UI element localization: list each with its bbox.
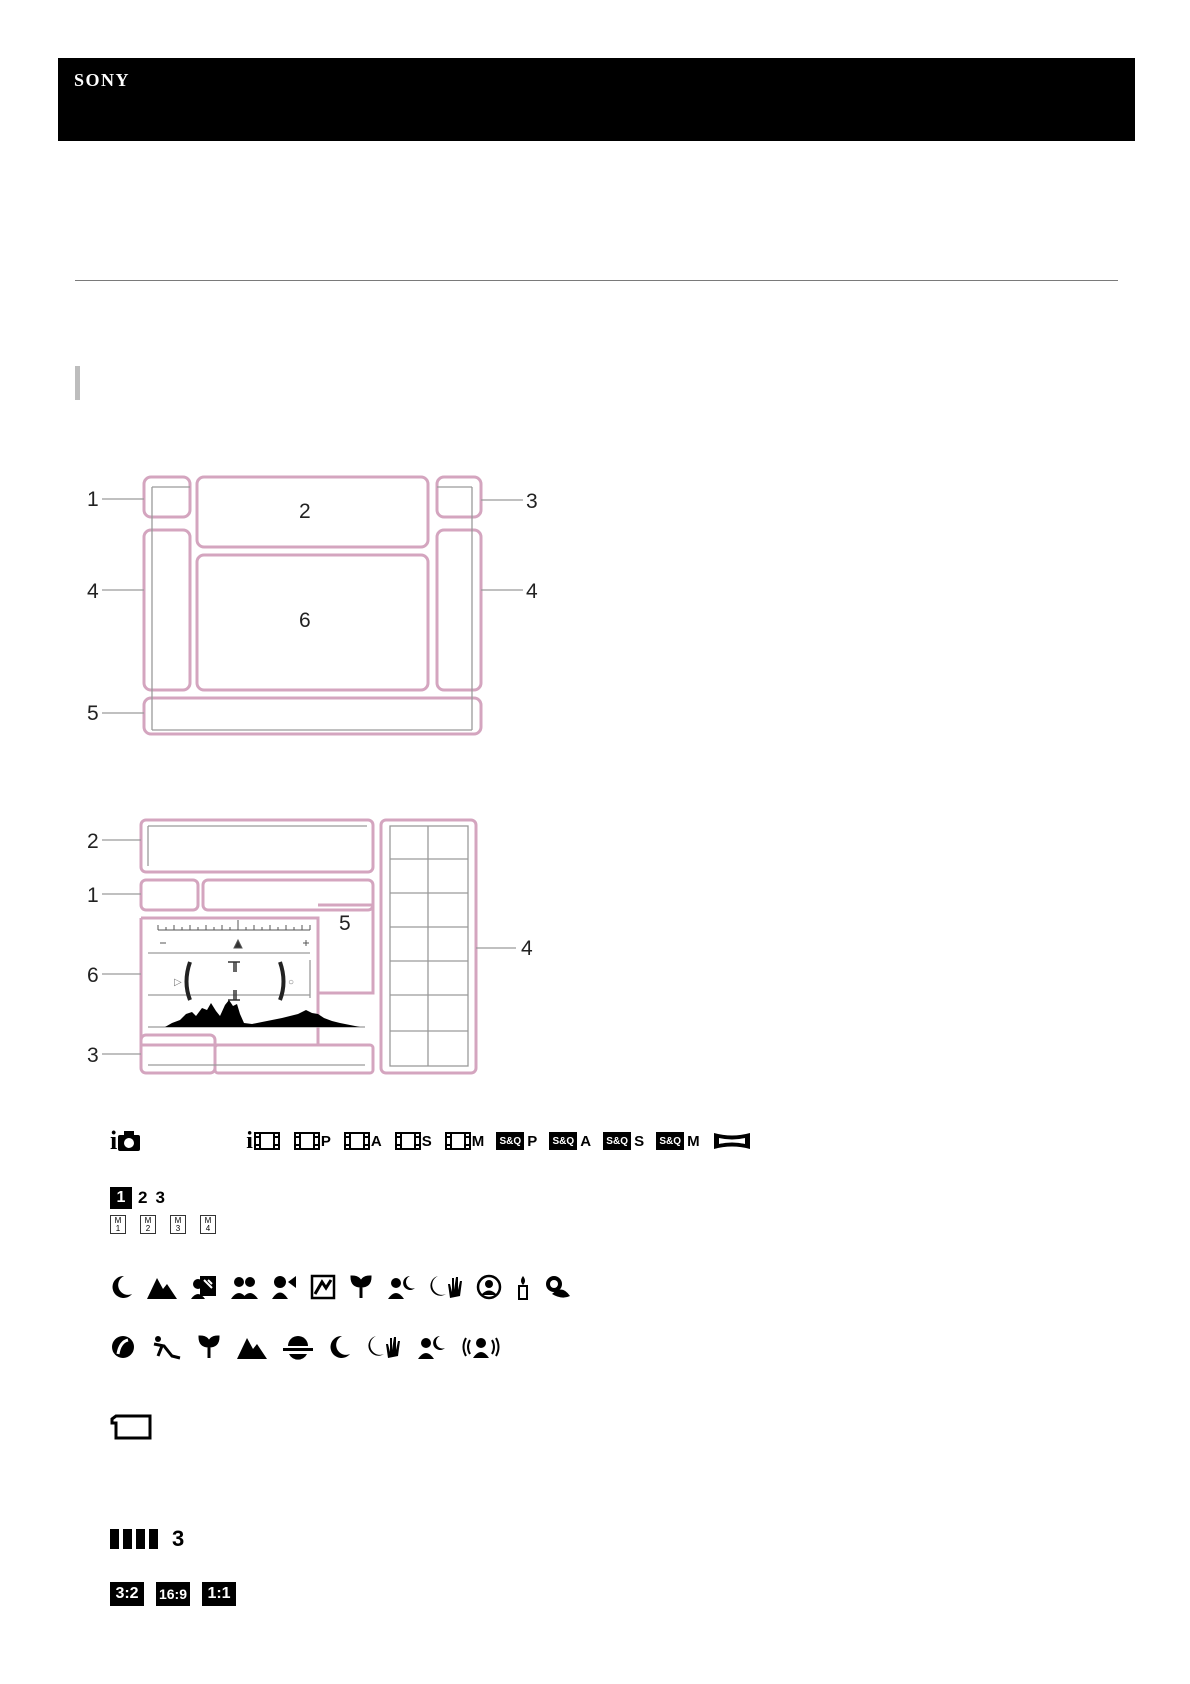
memory-card-m2-icon: M 2 bbox=[140, 1215, 156, 1234]
area-3b-box bbox=[215, 1045, 373, 1073]
spotlight-icon bbox=[270, 1274, 298, 1300]
label-4: 4 bbox=[521, 937, 533, 960]
scene-selection-icons bbox=[110, 1334, 502, 1360]
low-brightness-icon bbox=[310, 1274, 336, 1300]
label-3: 3 bbox=[87, 1044, 99, 1067]
histogram bbox=[150, 1000, 360, 1027]
candle-icon bbox=[514, 1274, 532, 1300]
movie-manual-icon: M bbox=[444, 1131, 485, 1151]
sq-shutter-priority-icon: S&Q S bbox=[603, 1132, 644, 1150]
memory-card-recall-icons bbox=[110, 1215, 230, 1234]
label-2: 2 bbox=[299, 500, 311, 523]
landscape-icon bbox=[146, 1274, 178, 1300]
sports-icon bbox=[150, 1334, 182, 1360]
area-5-box bbox=[144, 698, 481, 734]
sq-manual-icon: S&Q M bbox=[656, 1132, 700, 1150]
label-3: 3 bbox=[526, 490, 538, 513]
movie-program-icon: P bbox=[293, 1131, 331, 1151]
memory-card-row bbox=[110, 1414, 154, 1440]
aspect-1-1-icon: 1:1 bbox=[202, 1582, 236, 1606]
backlight-portrait-icon bbox=[230, 1274, 258, 1300]
sq-aperture-priority-icon: S&Q A bbox=[549, 1132, 591, 1150]
movie-intelligent-auto-icon: i bbox=[246, 1128, 281, 1155]
memory-recall-icons bbox=[110, 1187, 165, 1209]
anti-motion-blur-icon bbox=[460, 1334, 502, 1360]
info-display-diagram bbox=[87, 820, 533, 1073]
night-portrait-icon bbox=[416, 1334, 446, 1360]
portrait-icon bbox=[476, 1274, 502, 1300]
brand-logo: SONY bbox=[74, 70, 131, 90]
backlight-icon bbox=[190, 1274, 218, 1300]
focus-frame-brackets bbox=[187, 962, 284, 1000]
memory-card-m3-icon: M 3 bbox=[170, 1215, 186, 1234]
aspect-3-2-icon: 3:2 bbox=[110, 1582, 144, 1606]
sunset-icon bbox=[282, 1334, 314, 1360]
area-3-box bbox=[437, 477, 481, 517]
monitor-layout-diagram bbox=[87, 477, 538, 734]
scene-recognition-icons bbox=[110, 1274, 572, 1300]
area-1-box bbox=[144, 477, 190, 517]
landscape-icon bbox=[236, 1334, 268, 1360]
memory-card-m4-icon: M 4 bbox=[200, 1215, 216, 1234]
movie-shutter-priority-icon: S bbox=[394, 1131, 432, 1151]
panorama-icon bbox=[712, 1130, 752, 1152]
label-5: 5 bbox=[87, 702, 99, 725]
far-mark: ○ bbox=[288, 977, 295, 988]
label-6: 6 bbox=[299, 609, 311, 632]
level-scale bbox=[158, 920, 310, 948]
baby-icon bbox=[544, 1274, 572, 1300]
soft-skin-icon bbox=[110, 1334, 136, 1360]
macro-icon bbox=[196, 1334, 222, 1360]
night-portrait-icon bbox=[386, 1274, 416, 1300]
handheld-night-icon bbox=[428, 1274, 464, 1300]
label-2: 2 bbox=[87, 830, 99, 853]
aspect-16-9-icon: 16:9 bbox=[156, 1582, 190, 1606]
label-5: 5 bbox=[339, 912, 351, 935]
info-grid-frame bbox=[390, 826, 468, 1066]
label-1: 1 bbox=[87, 884, 99, 907]
area-2-box bbox=[197, 477, 428, 547]
night-scene-icon bbox=[328, 1334, 352, 1360]
label-6: 6 bbox=[87, 964, 99, 987]
label-4-right: 4 bbox=[526, 580, 538, 603]
sq-program-icon: S&Q P bbox=[496, 1132, 537, 1150]
area-4-left-box bbox=[144, 530, 190, 690]
area-6-box bbox=[197, 555, 428, 690]
area-3-box bbox=[141, 1035, 215, 1073]
memory-1-icon: 1 bbox=[110, 1187, 132, 1209]
night-scene-icon bbox=[110, 1274, 134, 1300]
intelligent-auto-icon: i bbox=[110, 1126, 141, 1156]
aspect-ratio-icons bbox=[110, 1582, 236, 1606]
area-2-box bbox=[141, 820, 373, 872]
battery-level-icon: 3 bbox=[110, 1526, 184, 1552]
center-focus-marks bbox=[228, 962, 240, 1000]
macro-icon bbox=[348, 1274, 374, 1300]
battery-row bbox=[110, 1526, 184, 1552]
memory-2-icon: 2 bbox=[138, 1188, 148, 1207]
handheld-night-icon bbox=[366, 1334, 402, 1360]
shooting-mode-icons bbox=[110, 1126, 752, 1156]
label-4-left: 4 bbox=[87, 580, 99, 603]
area-1-box bbox=[141, 880, 198, 910]
memory-card-icon bbox=[110, 1414, 154, 1440]
near-mark: ▷ bbox=[174, 977, 182, 988]
label-1: 1 bbox=[87, 488, 99, 511]
memory-card-m1-icon: M 1 bbox=[110, 1215, 126, 1234]
area-4-right-box bbox=[437, 530, 481, 690]
memory-3-icon: 3 bbox=[155, 1188, 165, 1207]
movie-aperture-priority-icon: A bbox=[343, 1131, 382, 1151]
